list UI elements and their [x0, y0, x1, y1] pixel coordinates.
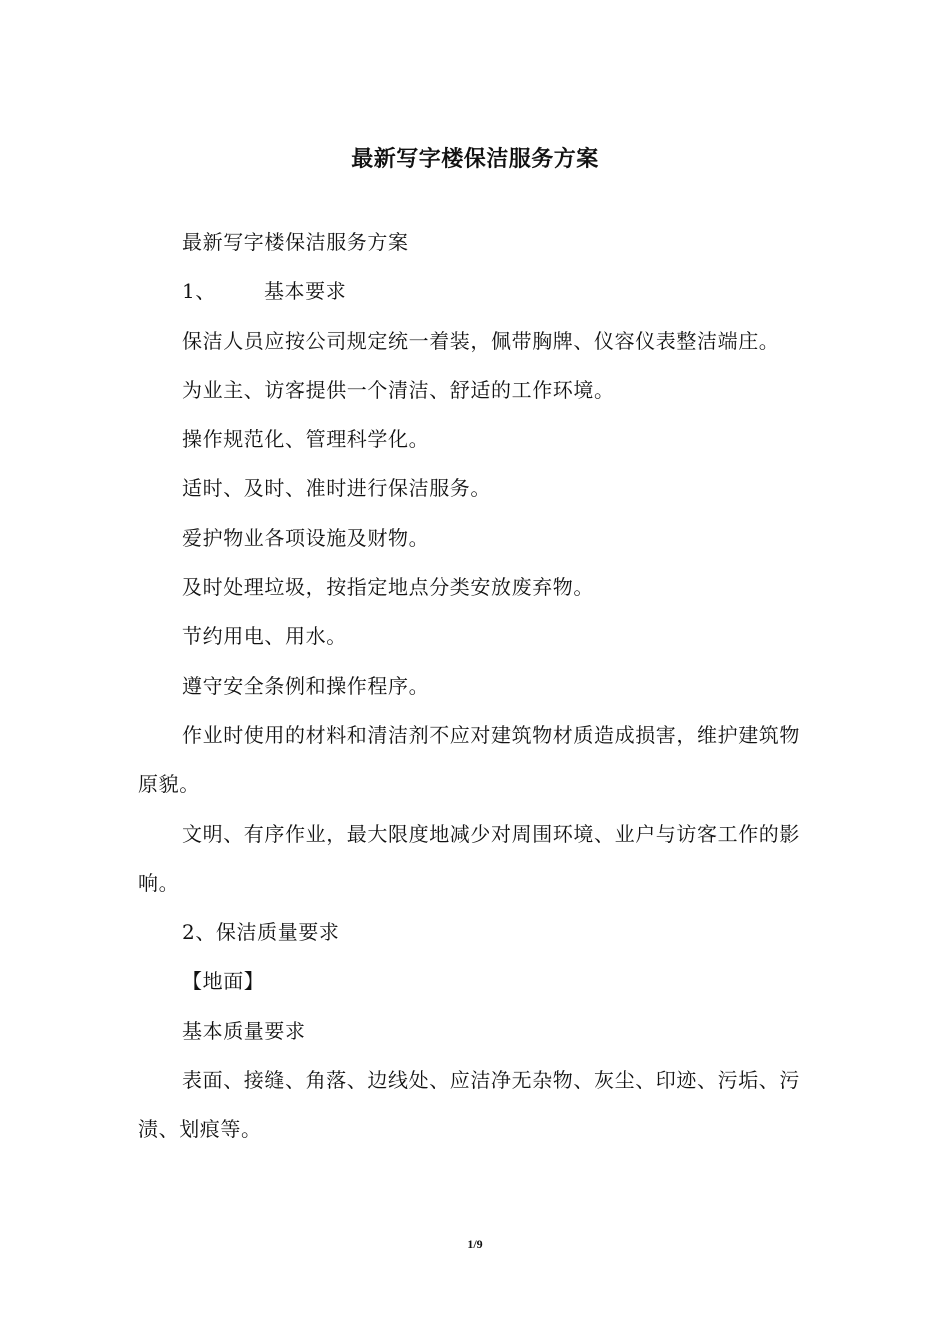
- paragraph: 表面、接缝、角落、边线处、应洁净无杂物、灰尘、印迹、污垢、污渍、划痕等。: [138, 1068, 800, 1142]
- paragraph: 适时、及时、准时进行保洁服务。: [182, 476, 491, 501]
- section-heading-1: [138, 267, 818, 316]
- section-title: 基本要求: [263, 279, 347, 304]
- paragraph: 保洁人员应按公司规定统一着装，佩带胸牌、仪容仪表整洁端庄。: [182, 328, 780, 353]
- paragraph: 基本质量要求: [182, 1018, 306, 1043]
- paragraph: 及时处理垃圾，按指定地点分类安放废弃物。: [182, 575, 594, 600]
- subsection-heading: 【地面】: [182, 969, 265, 994]
- section-number: 1、: [182, 279, 216, 304]
- paragraph: 文明、有序作业，最大限度地减少对周围环境、业户与访客工作的影响。: [138, 821, 800, 895]
- paragraph: 作业时使用的材料和清洁剂不应对建筑物材质造成损害，维护建筑物原貌。: [138, 722, 800, 797]
- paragraph: 爱护物业各项设施及财物。: [182, 525, 430, 550]
- paragraph: 节约用电、用水。: [182, 624, 347, 649]
- page-number: 1/9: [467, 1237, 483, 1251]
- document-body: [138, 218, 818, 1155]
- document-title: 最新写字楼保洁服务方案: [351, 147, 599, 172]
- section-heading-2: 2、保洁质量要求: [182, 920, 340, 945]
- paragraph: 为业主、访客提供一个清洁、舒适的工作环境。: [182, 377, 615, 402]
- paragraph: 操作规范化、管理科学化。: [182, 427, 430, 452]
- paragraph: 遵守安全条例和操作程序。: [182, 673, 430, 698]
- paragraph: 最新写字楼保洁服务方案: [182, 230, 409, 254]
